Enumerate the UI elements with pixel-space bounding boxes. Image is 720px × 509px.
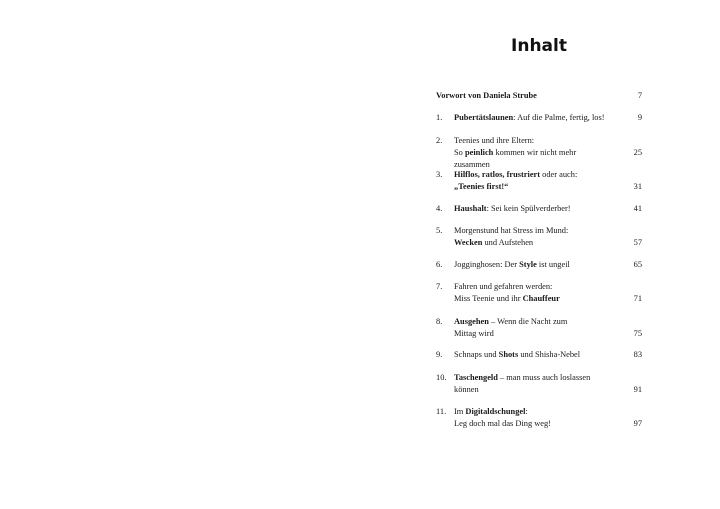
toc-entry [436, 169, 642, 193]
toc-title-line [454, 349, 614, 361]
toc-title-segment: Style [519, 260, 537, 269]
toc-title-line [454, 237, 614, 249]
toc-page-number: 97 [633, 419, 642, 428]
toc-entry [436, 203, 642, 215]
toc-title-line [454, 112, 614, 124]
toc-title-segment: : [525, 407, 528, 416]
toc-title-segment: Taschengeld [454, 373, 498, 382]
toc-entry [436, 281, 642, 305]
toc-title-segment: Pubertätslaunen [454, 113, 514, 122]
toc-title-segment: Vorwort von Daniela Strube [436, 91, 537, 100]
toc-entry-number: 9. [436, 350, 443, 359]
toc-title-segment: und Shisha-Nebel [518, 350, 581, 359]
toc-entry [436, 225, 642, 249]
toc-title-segment: Haushalt [454, 204, 487, 213]
toc-title-segment: Miss Teenie und ihr [454, 294, 523, 303]
toc-entry-title [436, 90, 616, 102]
toc-page-number: 57 [633, 238, 642, 247]
toc-entry [436, 259, 642, 271]
toc-entry-number: 4. [436, 204, 443, 213]
toc-title-segment: Jogginghosen: Der [454, 260, 520, 269]
toc-entry [436, 135, 642, 169]
toc-title-segment: Chauffeur [522, 294, 560, 303]
toc-entry [436, 316, 642, 340]
toc-title-line [454, 147, 614, 171]
toc-title-segment: können [454, 385, 479, 394]
toc-entry-number: 1. [436, 113, 443, 122]
toc-title-line [454, 316, 614, 328]
toc-title-line [454, 372, 614, 384]
toc-entry-number: 2. [436, 136, 443, 145]
toc-title-segment: und Aufstehen [482, 238, 534, 247]
toc-entry-title [454, 259, 614, 271]
toc-title-line [454, 135, 614, 147]
toc-page-number: 7 [637, 91, 642, 100]
toc-entry-number: 7. [436, 282, 443, 291]
toc-title-line [454, 281, 614, 293]
toc-page-number: 41 [633, 204, 642, 213]
toc-page-number: 83 [633, 350, 642, 359]
toc-page-number: 91 [633, 385, 642, 394]
toc-entry-number: 11. [436, 407, 447, 416]
toc-title-line [454, 203, 614, 215]
toc-title-segment: Shots [498, 350, 519, 359]
toc-title-segment: „Teenies first!“ [454, 182, 509, 191]
toc-page-number: 75 [633, 329, 642, 338]
toc-entry-number: 6. [436, 260, 443, 269]
toc-title-segment: Digitaldschungel [465, 407, 526, 416]
toc-entry-number: 8. [436, 317, 443, 326]
toc-title-line [454, 293, 614, 305]
toc-entry-number: 10. [436, 373, 447, 382]
toc-title-segment: Morgenstund hat Stress im Mund: [454, 226, 569, 235]
toc-title-segment: oder auch: [540, 170, 578, 179]
toc-title-segment: ist ungeil [536, 260, 570, 269]
toc-title-line [454, 328, 614, 340]
toc-entry-title [454, 135, 614, 171]
toc-title-segment: Wecken [454, 238, 483, 247]
toc-entry [436, 349, 642, 361]
toc-entry [436, 406, 642, 430]
toc-entry-number: 3. [436, 170, 443, 179]
toc-title-line [454, 259, 614, 271]
toc-entry-title [454, 203, 614, 215]
toc-entry [436, 372, 642, 396]
toc-title-line [436, 90, 616, 102]
toc-title-segment: – Wenn die Nacht zum [488, 317, 568, 326]
toc-title-segment: So [454, 148, 465, 157]
toc-title-segment: Schnaps und [454, 350, 499, 359]
toc-title-segment: : Auf die Palme, fertig, los! [513, 113, 605, 122]
toc-title-segment: Teenies und ihre Eltern: [454, 136, 535, 145]
toc-entry [436, 112, 642, 124]
toc-title-segment: Hilflos, ratlos, frustriert [454, 170, 541, 179]
toc-page-number: 71 [633, 294, 642, 303]
toc-title-segment: Leg doch mal das Ding weg! [454, 419, 551, 428]
toc-title-segment: Im [454, 407, 466, 416]
toc-title-line [454, 169, 614, 181]
toc-entry-title [454, 316, 614, 340]
toc-page-number: 25 [633, 148, 642, 157]
toc-entry-title [454, 169, 614, 193]
toc-title-segment: – man muss auch loslassen [497, 373, 591, 382]
toc-title-line [454, 225, 614, 237]
toc-title-segment: kommen wir nicht mehr zusammen [454, 148, 577, 169]
toc-entry-title [454, 281, 614, 305]
toc-entry-title [454, 112, 614, 124]
toc-page-number: 31 [633, 182, 642, 191]
toc-entry-title [454, 225, 614, 249]
toc-entry-title [454, 406, 614, 430]
toc-entry-number: 5. [436, 226, 443, 235]
toc-title-segment: Ausgehen [454, 317, 489, 326]
toc-title-line [454, 406, 614, 418]
toc-title-line [454, 181, 614, 193]
toc-title-segment: peinlich [464, 148, 494, 157]
toc-title-line [454, 384, 614, 396]
toc-entry [436, 90, 642, 102]
toc-title-segment: Mittag wird [454, 329, 494, 338]
toc-title-line [454, 418, 614, 430]
toc-title-segment: : Sei kein Spülverderber! [486, 204, 571, 213]
page-title: Inhalt [511, 36, 567, 56]
toc-title-segment: Fahren und gefahren werden: [454, 282, 553, 291]
toc-entry-title [454, 372, 614, 396]
toc-page-number: 9 [637, 113, 642, 122]
toc-page-number: 65 [633, 260, 642, 269]
toc-entry-title [454, 349, 614, 361]
